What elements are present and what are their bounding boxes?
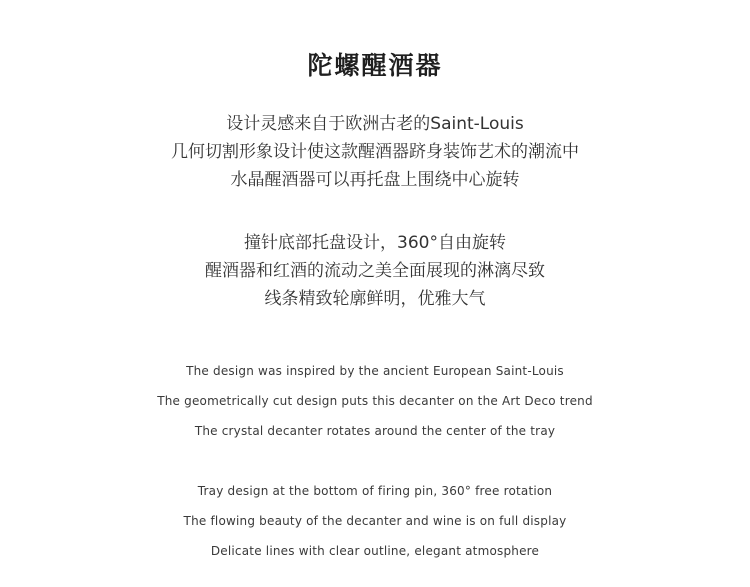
chinese-line: 几何切割形象设计使这款醒酒器跻身装饰艺术的潮流中: [171, 142, 579, 162]
chinese-line: 水晶醒酒器可以再托盘上围绕中心旋转: [230, 170, 520, 190]
chinese-line: 撞针底部托盘设计，360°自由旋转: [244, 233, 506, 253]
chinese-paragraph-2: [0, 229, 750, 313]
english-paragraph-2: [0, 476, 750, 566]
english-line: Tray design at the bottom of firing pin, 360° free rotation: [197, 484, 553, 498]
chinese-line: 线条精致轮廓鲜明，优雅大气: [264, 289, 486, 309]
english-paragraph-1: [0, 356, 750, 446]
english-line: Delicate lines with clear outline, elegant atmosphere: [210, 544, 540, 558]
chinese-paragraph-1: [0, 110, 750, 194]
page-title: 陀螺醒酒器: [307, 51, 443, 80]
chinese-line: 醒酒器和红酒的流动之美全面展现的淋漓尽致: [205, 261, 545, 281]
english-line: The design was inspired by the ancient European Saint-Louis: [186, 364, 564, 378]
english-line: The flowing beauty of the decanter and wine is on full display: [183, 514, 567, 528]
english-line: The crystal decanter rotates around the center of the tray: [194, 424, 556, 438]
english-line: The geometrically cut design puts this decanter on the Art Deco trend: [157, 394, 593, 408]
chinese-line: 设计灵感来自于欧洲古老的Saint-Louis: [226, 114, 524, 134]
